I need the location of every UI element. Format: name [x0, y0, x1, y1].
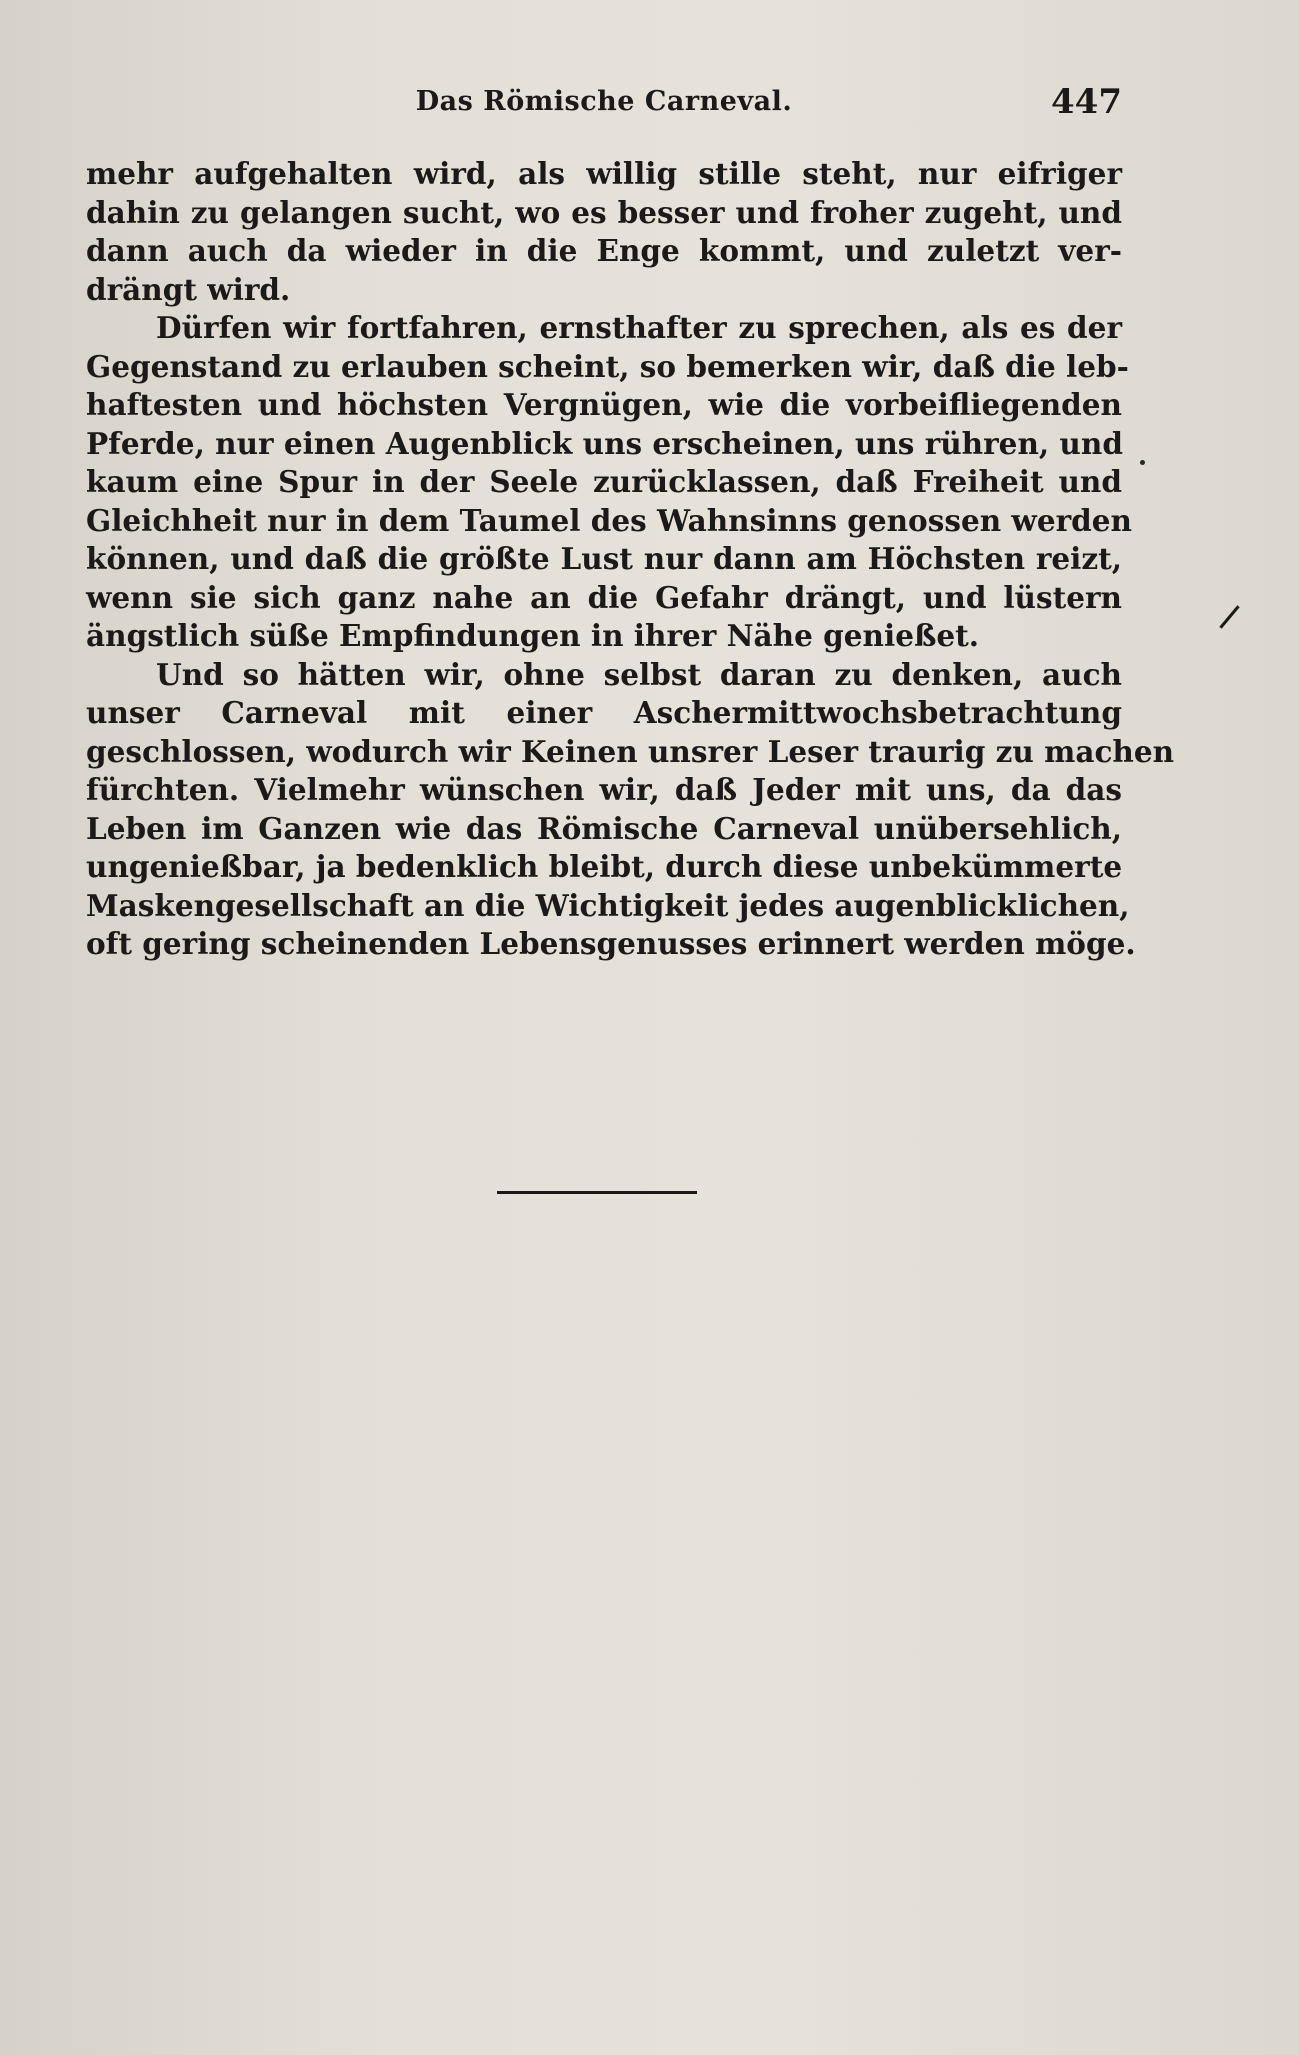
text-line: oft gering scheinenden Lebensgenusses erinnert werden möge.	[86, 926, 1136, 961]
text-line: Dürfen wir fortfahren, ernsthafter zu sprechen, als es der	[156, 310, 1122, 345]
running-title: Das Römische Carneval.	[415, 86, 793, 117]
page-header	[86, 82, 1122, 132]
paragraph	[86, 155, 1122, 309]
text-line: können, und daß die größte Lust nur dann am Höchsten reizt,	[86, 541, 1122, 576]
text-line: Leben im Ganzen wie das Römische Carneval unübersehlich,	[86, 810, 1122, 846]
margin-dot-mark	[1140, 460, 1145, 465]
text-line: mehr aufgehalten wird, als willig stille steht, nur eifriger	[86, 156, 1122, 191]
margin-pencil-mark	[1219, 605, 1239, 628]
paragraph	[86, 656, 1175, 964]
text-line: Und so hätten wir, ohne selbst daran zu denken, auch	[156, 656, 1122, 692]
text-line: Gleichheit nur in dem Taumel des Wahnsinns genossen werden	[86, 502, 1132, 538]
text-line: kaum eine Spur in der Seele zurücklassen, daß Freiheit und	[86, 464, 1122, 499]
text-line: geschlossen, wodurch wir Keinen unsrer Leser traurig zu machen	[86, 733, 1175, 769]
text-line: ungenießbar, ja bedenklich bleibt, durch diese unbekümmerte	[86, 849, 1123, 884]
text-line: Maskengesellschaft an die Wichtigkeit jedes augenblicklichen,	[86, 887, 1130, 923]
text-line: wenn sie sich ganz nahe an die Gefahr drängt, und lüstern	[86, 579, 1122, 615]
text-line: dahin zu gelangen sucht, wo es besser und froher zugeht, und	[86, 194, 1122, 230]
text-line: drängt wird.	[86, 271, 291, 307]
text-line: unser Carneval mit einer Aschermittwochsbetrachtung	[86, 695, 1122, 730]
section-end-rule	[497, 1191, 697, 1194]
text-line: Gegenstand zu erlauben scheint, so bemerken wir, daß die leb-	[86, 348, 1129, 384]
page-number: 447	[1051, 82, 1122, 122]
text-line: dann auch da wieder in die Enge kommt, und zuletzt ver-	[86, 233, 1122, 268]
body-text	[86, 155, 1175, 964]
text-line: Pferde, nur einen Augenblick uns erscheinen, uns rühren, und	[86, 425, 1123, 461]
text-line: haftesten und höchsten Vergnügen, wie die vorbeifliegenden	[86, 387, 1122, 422]
paragraph	[86, 309, 1132, 656]
text-line: fürchten. Vielmehr wünschen wir, daß Jeder mit uns, da das	[86, 772, 1122, 807]
text-line: ängstlich süße Empfindungen in ihrer Nähe genießet.	[86, 618, 980, 653]
